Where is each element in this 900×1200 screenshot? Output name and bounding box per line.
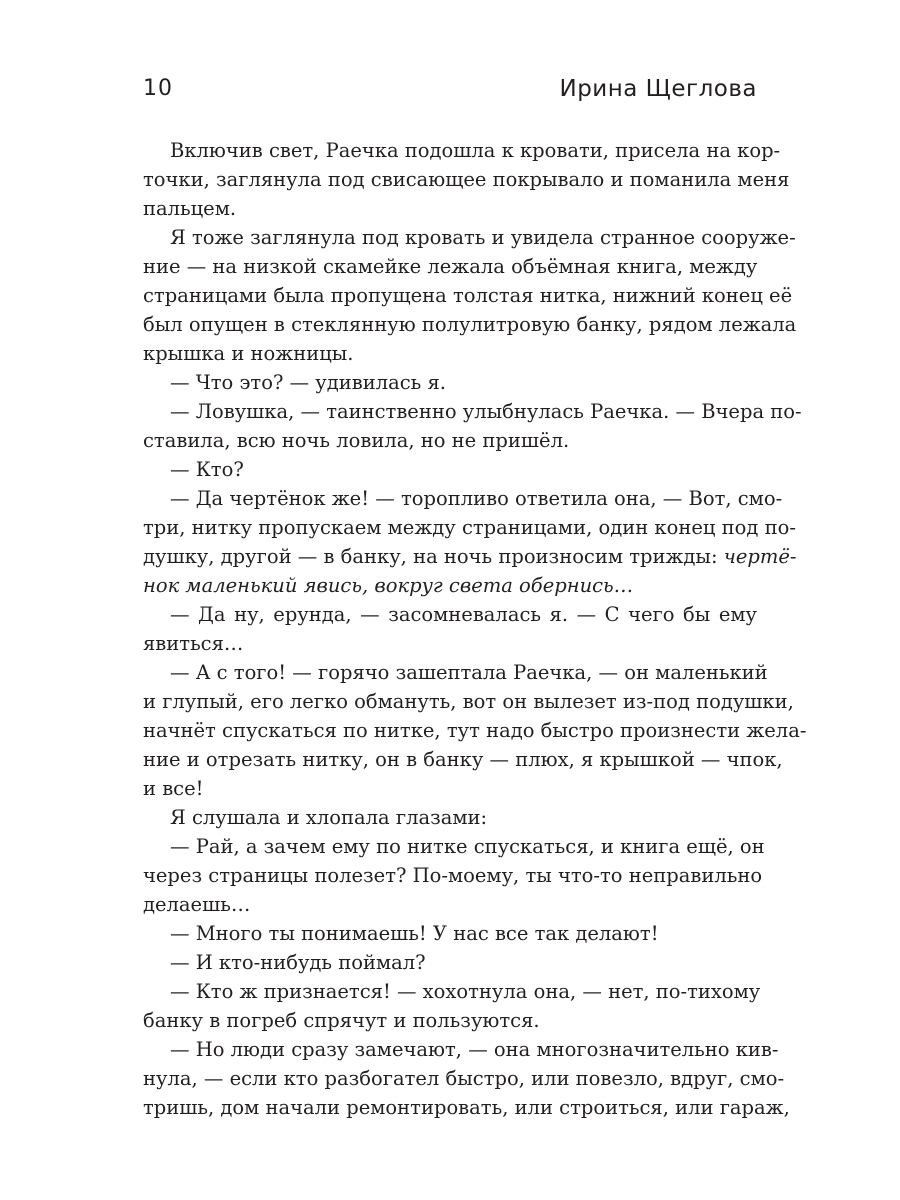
text-line bbox=[143, 484, 783, 513]
text-line-content: банку в погреб спрячут и пользуются. bbox=[143, 1009, 540, 1032]
text-line bbox=[143, 223, 796, 252]
text-line-content: тришь, дом начали ремонтировать, или строиться, или гараж, bbox=[143, 1096, 790, 1119]
text-line bbox=[143, 803, 757, 832]
text-line bbox=[143, 745, 783, 774]
text-line bbox=[143, 542, 797, 571]
text-line bbox=[143, 600, 757, 629]
text-line bbox=[143, 1064, 785, 1093]
text-line-content: — Но люди сразу замечают, — она многозначительно кив- bbox=[170, 1038, 779, 1061]
italic-text: нок маленький явись, вокруг света обернись… bbox=[143, 574, 634, 597]
text-line-content: Я тоже заглянула под кровать и увидела странное сооруже- bbox=[170, 226, 796, 249]
text-line bbox=[143, 426, 757, 455]
text-line-content: был опущен в стеклянную полулитровую банку, рядом лежала bbox=[143, 313, 797, 336]
text-line-content: Включив свет, Раечка подошла к кровати, присела на кор- bbox=[170, 139, 781, 162]
text-line bbox=[143, 948, 757, 977]
text-line-content: — Рай, а зачем ему по нитке спускаться, и книга ещё, он bbox=[170, 835, 765, 858]
text-line bbox=[143, 658, 768, 687]
text-line bbox=[143, 194, 757, 223]
text-line-content: — А с того! — горячо зашептала Раечка, — он маленький bbox=[170, 661, 768, 684]
text-line-content: делаешь… bbox=[143, 893, 251, 916]
text-line bbox=[143, 136, 781, 165]
text-line bbox=[143, 1093, 790, 1122]
text-line-content: три, нитку пропускаем между страницами, один конец под по- bbox=[143, 516, 796, 539]
text-line-content: через страницы полезет? По-моему, ты что-то неправильно bbox=[143, 864, 763, 887]
text-line-content: — Кто ж признается! — хохотнула она, — нет, по-тихому bbox=[170, 980, 761, 1003]
text-line bbox=[143, 774, 757, 803]
text-line bbox=[143, 1035, 779, 1064]
text-line bbox=[143, 571, 757, 600]
text-line bbox=[143, 629, 757, 658]
text-line bbox=[143, 397, 802, 426]
text-line bbox=[143, 977, 761, 1006]
text-line bbox=[143, 252, 757, 281]
text-line-content: — Много ты понимаешь! У нас все так делают! bbox=[170, 922, 659, 945]
text-line-content: страницами была пропущена толстая нитка, нижний конец её bbox=[143, 284, 793, 307]
body-text bbox=[143, 136, 807, 1122]
text-line bbox=[143, 919, 757, 948]
text-line-content: Я слушала и хлопала глазами: bbox=[170, 806, 488, 829]
text-line bbox=[143, 165, 790, 194]
text-line bbox=[143, 310, 797, 339]
text-line-content: — И кто-нибудь поймал? bbox=[170, 951, 426, 974]
text-line bbox=[143, 861, 763, 890]
text-line bbox=[143, 513, 796, 542]
text-line-content: ставила, всю ночь ловила, но не пришёл. bbox=[143, 429, 570, 452]
text-line-content: и все! bbox=[143, 777, 204, 800]
text-line bbox=[143, 368, 757, 397]
text-line-content: — Да чертёнок же! — торопливо ответила она, — Вот, смо- bbox=[170, 487, 783, 510]
text-line-content: ние — на низкой скамейке лежала объёмная книга, между bbox=[143, 255, 758, 278]
text-line-content: нула, — если кто разбогател быстро, или повезло, вдруг, смо- bbox=[143, 1067, 785, 1090]
text-line-content: — Да ну, ерунда, — засомневалась я. — С чего бы ему bbox=[170, 603, 757, 626]
running-head-author: Ирина Щеглова bbox=[559, 76, 757, 102]
text-line-content: начнёт спускаться по нитке, тут надо быстро произнести жела- bbox=[143, 719, 807, 742]
text-line bbox=[143, 339, 757, 368]
italic-text: чертё- bbox=[723, 545, 797, 568]
page-number: 10 bbox=[143, 76, 173, 101]
text-line-content: точки, заглянула под свисающее покрывало и поманила меня bbox=[143, 168, 790, 191]
text-line-content: ние и отрезать нитку, он в банку — плюх, я крышкой — чпок, bbox=[143, 748, 783, 771]
text-line bbox=[143, 1006, 757, 1035]
text-line-content: — Кто? bbox=[170, 458, 244, 481]
text-line-content: крышка и ножницы. bbox=[143, 342, 354, 365]
text-line bbox=[143, 890, 757, 919]
text-line-content: пальцем. bbox=[143, 197, 237, 220]
text-line-content: и глупый, его легко обмануть, вот он вылезет из-под подушки, bbox=[143, 690, 794, 713]
text-line bbox=[143, 687, 794, 716]
text-line bbox=[143, 281, 793, 310]
page-header bbox=[143, 76, 757, 110]
text-line-content: явиться… bbox=[143, 632, 244, 655]
text-line bbox=[143, 455, 757, 484]
text-line bbox=[143, 716, 807, 745]
text-line-content: душку, другой — в банку, на ночь произносим трижды: bbox=[143, 545, 724, 568]
text-line-content: — Ловушка, — таинственно улыбнулась Раечка. — Вчера по- bbox=[170, 400, 802, 423]
text-line bbox=[143, 832, 765, 861]
text-line-content: — Что это? — удивилась я. bbox=[170, 371, 446, 394]
